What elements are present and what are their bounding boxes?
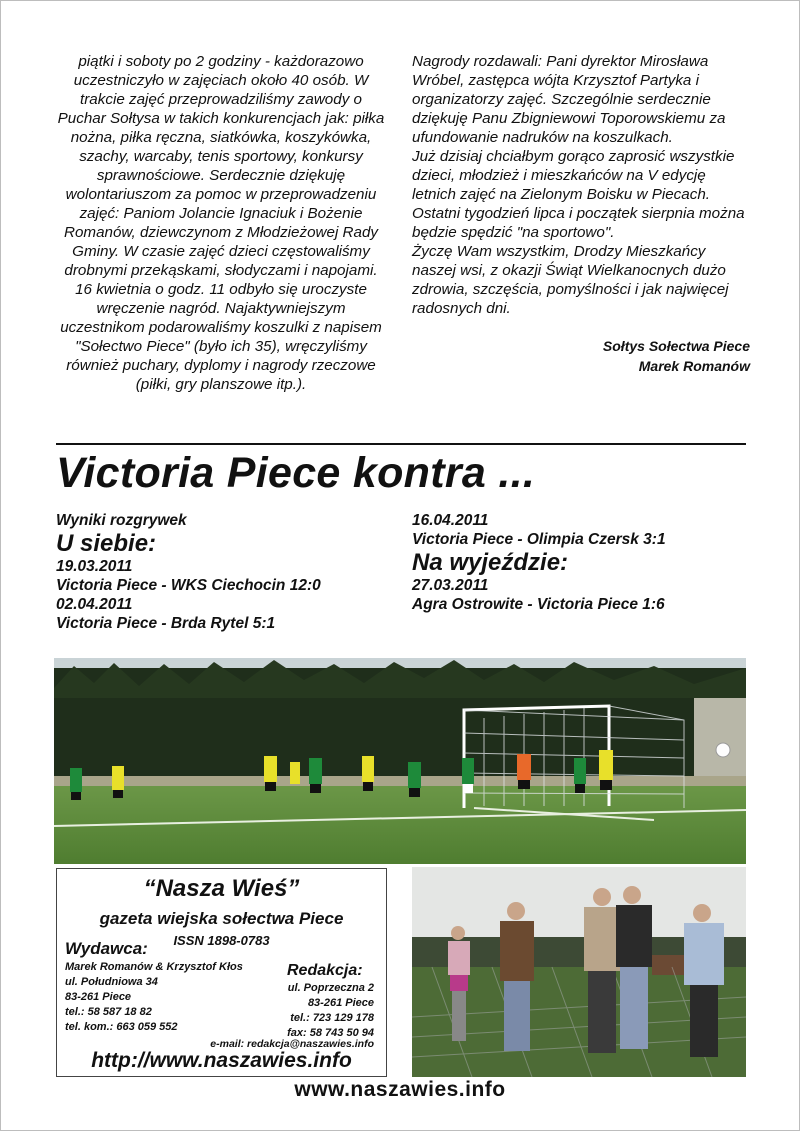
publisher-line: 83-261 Piece — [65, 991, 132, 1003]
article-paragraph: Nagrody rozdawali: Pani dyrektor Mirosława Wróbel, zastępca wójta Krzysztof Partyka i organizatorzy zajęć. Szczególnie serdecznie dziękuję Panu Zbigniewowi Toporowskiemu za ufundowanie nadruków na koszulkach. — [412, 53, 726, 146]
headline: Victoria Piece kontra ... — [56, 449, 536, 497]
editorial-line: ul. Poprzeczna 2 — [287, 982, 374, 994]
people-photo — [412, 867, 746, 1077]
home-heading: U siebie: — [56, 530, 157, 557]
signature-title: Sołtys Sołectwa Piece — [602, 338, 750, 354]
results-intro: Wyniki rozgrywek — [56, 512, 187, 529]
imprint-email[interactable]: e-mail: redakcja@naszawies.info — [210, 1038, 374, 1050]
article-left-text: piątki i soboty po 2 godziny - każdorazowo uczestniczyło w zajęciach około 40 osób. W trakcie zajęć przeprowadziliśmy zawody o Puchar Sołtysa w takich konkurencjach jak: piłka nożna, piłka ręczna, siatkówka, koszykówka, szachy, warcaby, tenis sportowy, konkursy sprawnościowe. Serdecznie dziękuję wolontariuszom za pomoc w przeprowadzeniu zajęć: Paniom Jolancie Ignaciuk i Bożenie Romanów, dziewczynom z Młodzieżowej Rady Gminy. W czasie zajęć dzieci częstowaliśmy drobnymi przekąskami, słodyczami i napojami. 16 kwietnia o godz. 11 odbyło się uroczyste wręczenie nagród. Najaktywniejszym uczestnikom podarowaliśmy koszulki z napisem "Sołectwo Piece" (było ich 35), wręczyliśmy również puchary, dyplomy i nagrody rzeczowe (piłki, gry planszowe itp.). — [57, 53, 385, 393]
imprint-subtitle: gazeta wiejska sołectwa Piece — [99, 909, 344, 928]
article-paragraph: Życzę Wam wszystkim, Drodzy Mieszkańcy naszej wsi, z okazji Świąt Wielkanocnych dużo zdrowia, szczęścia, pomyślności i jak najwięcej radosnych dni. — [412, 243, 729, 317]
results-away — [412, 511, 666, 614]
result-date: 27.03.2011 — [412, 577, 489, 594]
result-match: Victoria Piece - WKS Ciechocin 12:0 — [56, 577, 321, 594]
imprint-box — [56, 868, 387, 1077]
editorial-details — [287, 981, 374, 1041]
editorial-line: tel.: 723 129 178 — [290, 1012, 374, 1024]
section-divider — [56, 443, 746, 445]
publisher-line: tel. kom.: 663 059 552 — [65, 1021, 178, 1033]
publisher-heading: Wydawca: — [65, 939, 148, 958]
result-date: 02.04.2011 — [56, 596, 133, 613]
publisher-line: tel.: 58 587 18 82 — [65, 1006, 152, 1018]
football-match-photo — [54, 658, 746, 864]
editorial-line: fax: 58 743 50 94 — [287, 1027, 374, 1039]
article-paragraph: Już dzisiaj chciałbym gorąco zaprosić wszystkie dzieci, młodzież i mieszkańców na V edycję letnich zajęć na Zielonym Boisku w Piecach. Ostatni tygodzień lipca i początek sierpnia można będzie spędzić "na sportowo". — [412, 148, 745, 241]
result-match: Victoria Piece - Olimpia Czersk 3:1 — [412, 531, 666, 548]
result-match: Victoria Piece - Brda Rytel 5:1 — [56, 615, 276, 632]
publisher-details — [65, 960, 243, 1035]
result-date: 16.04.2011 — [412, 512, 489, 529]
imprint-url[interactable]: http://www.naszawies.info — [91, 1049, 352, 1072]
signature-name: Marek Romanów — [638, 358, 750, 374]
article-left-column — [56, 52, 386, 394]
signature — [412, 336, 750, 376]
result-match: Agra Ostrowite - Victoria Piece 1:6 — [412, 596, 665, 613]
publisher-line: Marek Romanów & Krzysztof Kłos — [65, 961, 243, 973]
result-date: 19.03.2011 — [56, 558, 133, 575]
footer-url[interactable]: www.naszawies.info — [294, 1078, 506, 1101]
away-heading: Na wyjeździe: — [412, 549, 569, 576]
editorial-line: 83-261 Piece — [307, 997, 374, 1009]
article-right-column — [412, 52, 750, 376]
editorial-heading: Redakcja: — [287, 962, 363, 979]
imprint-issn: ISSN 1898-0783 — [173, 933, 270, 948]
results-home — [56, 511, 321, 633]
imprint-title: “Nasza Wieś” — [143, 875, 300, 902]
publisher-line: ul. Południowa 34 — [65, 976, 158, 988]
